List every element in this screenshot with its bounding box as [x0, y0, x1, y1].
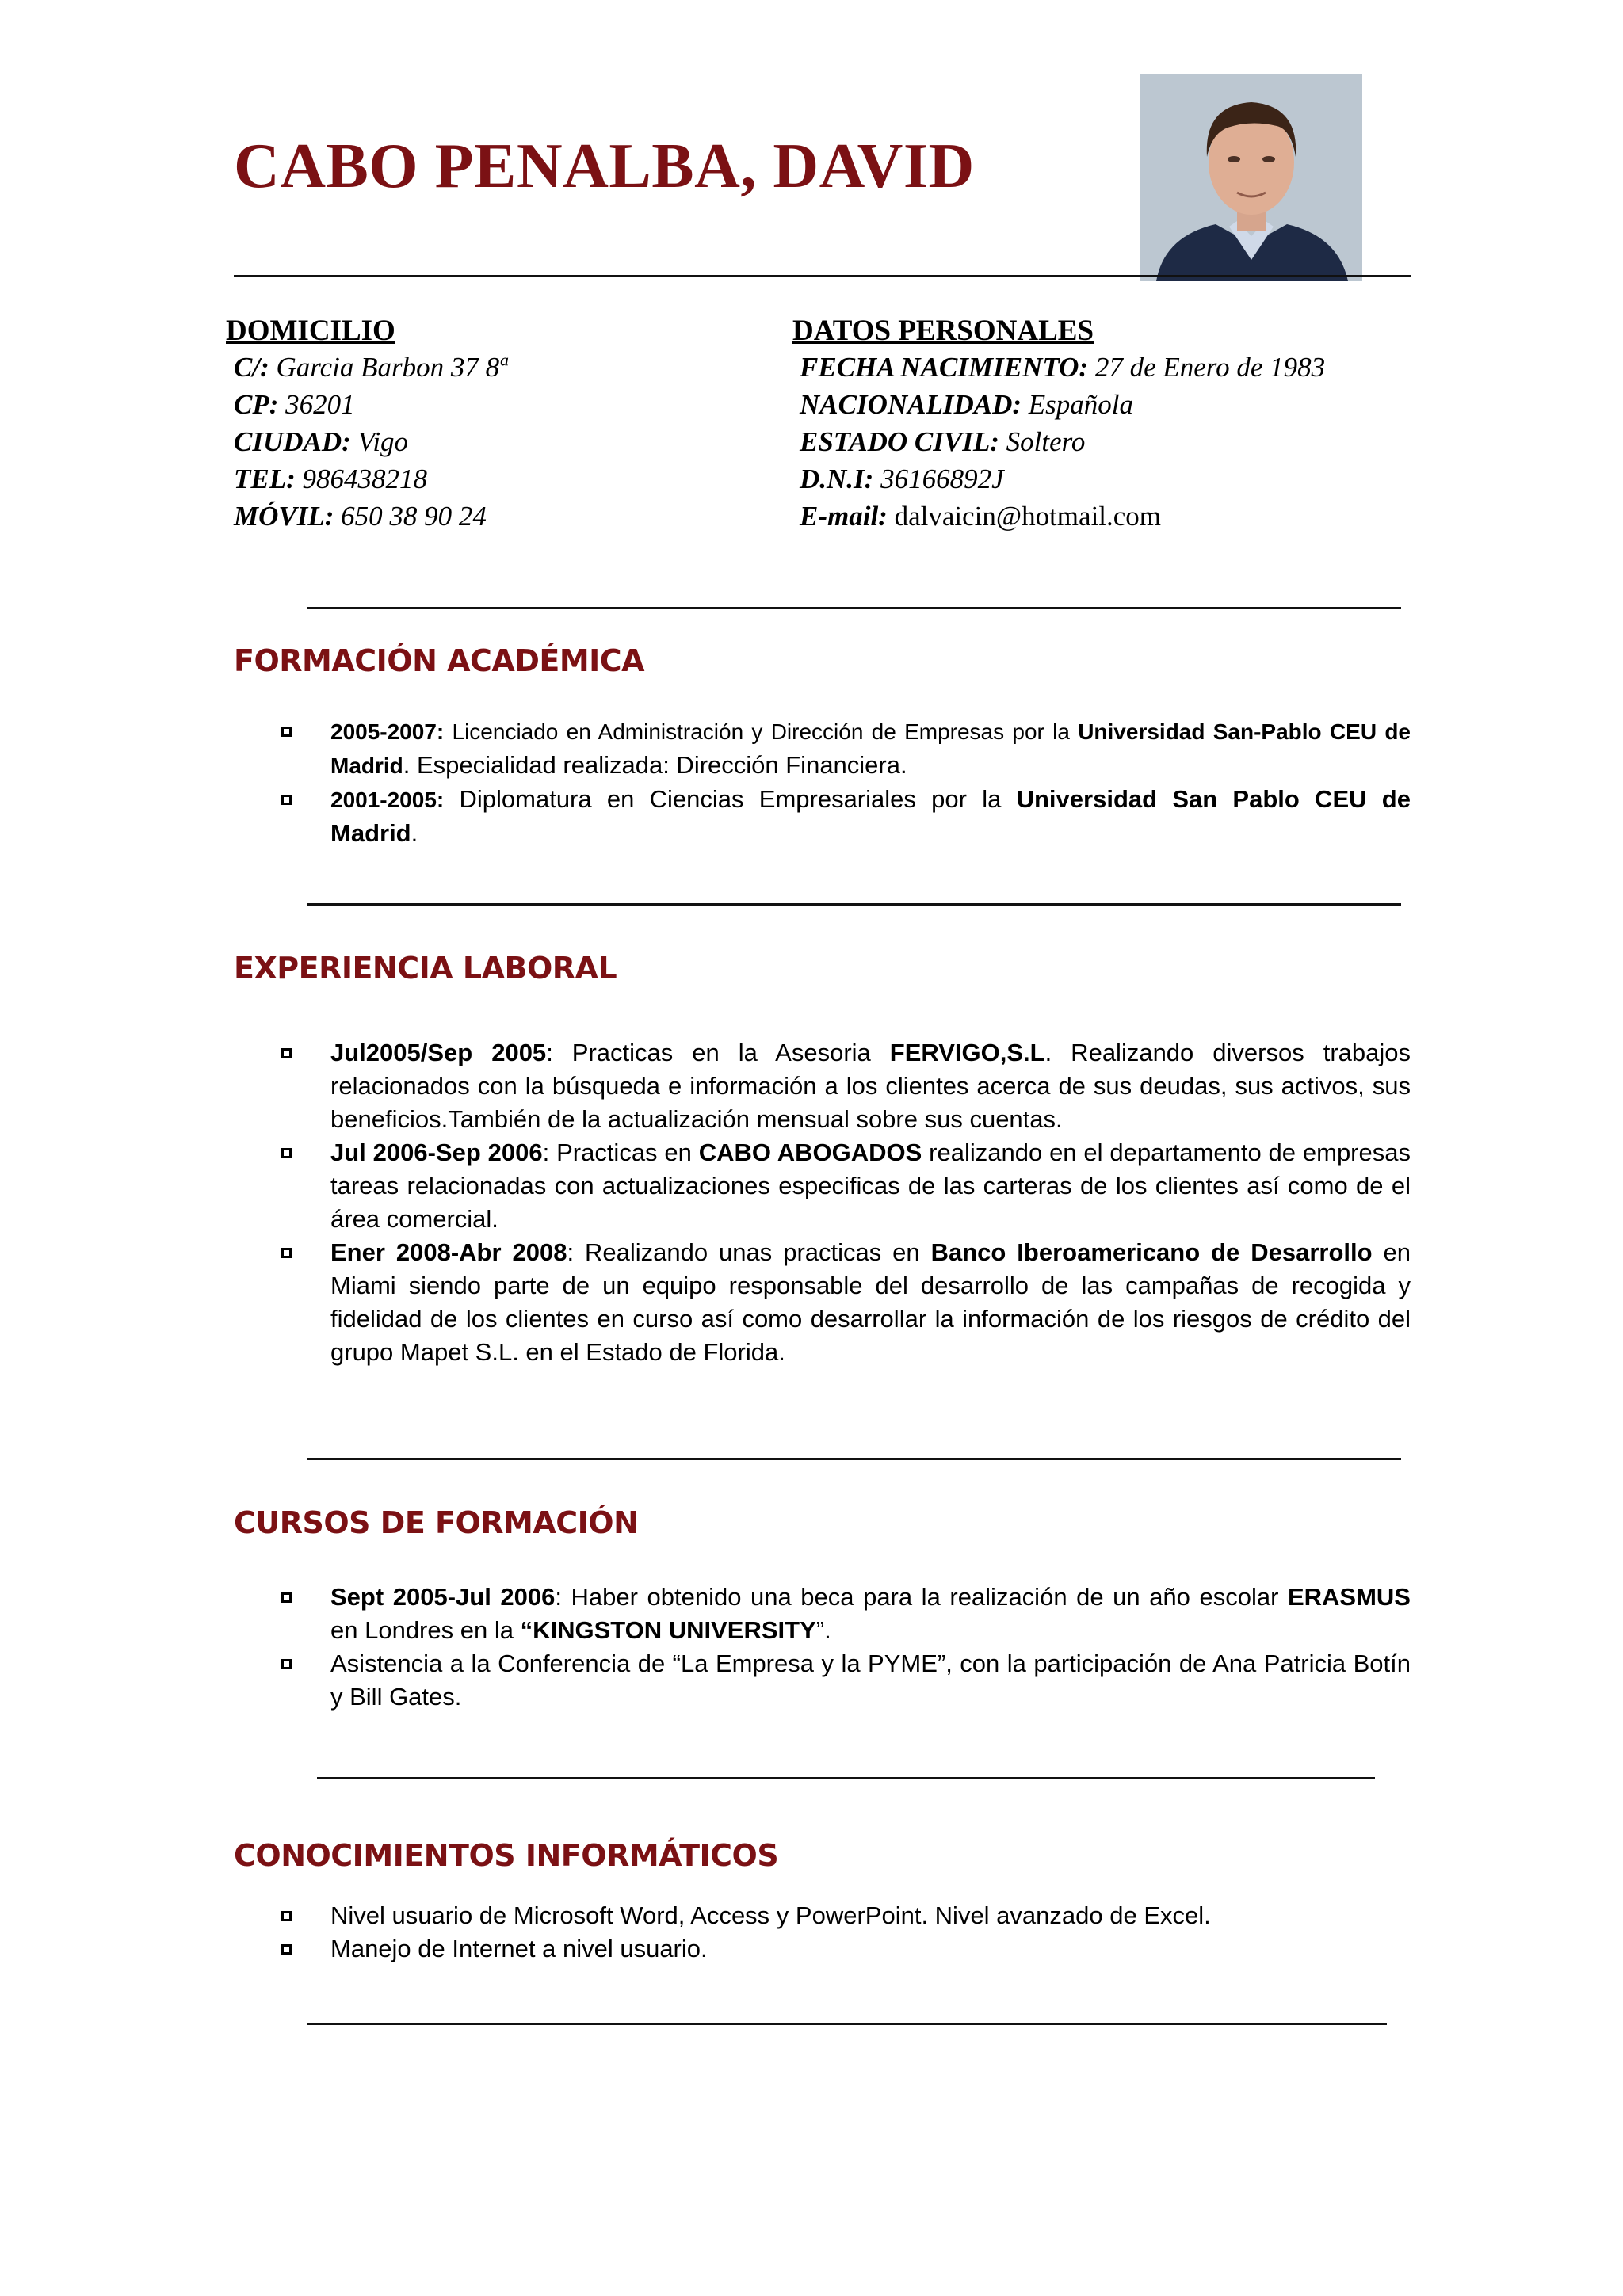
checkbox-bullet-icon — [281, 1248, 292, 1258]
item-text: . Especialidad realizada: Dirección Financiera. — [403, 751, 907, 779]
item-text: Asistencia a la Conferencia de “La Empresa y la PYME”, con la participación de Ana Patricia Botín y Bill Gates. — [330, 1650, 1411, 1711]
field-value: 27 de Enero de 1983 — [1094, 352, 1326, 383]
formacion-title: FORMACIÓN ACADÉMICA — [234, 643, 645, 678]
item-text: Licenciado en Administración y Dirección de Empresas por la — [444, 719, 1079, 744]
domicilio-row — [234, 423, 507, 460]
list-item — [281, 1236, 1411, 1369]
item-text: . — [411, 819, 418, 847]
section-divider — [307, 2023, 1387, 2025]
item-company: CABO ABOGADOS — [698, 1138, 922, 1166]
checkbox-bullet-icon — [281, 1048, 292, 1058]
item-date: Jul2005/Sep 2005 — [330, 1039, 547, 1066]
profile-photo — [1140, 74, 1362, 281]
checkbox-bullet-icon — [281, 1148, 292, 1158]
checkbox-bullet-icon — [281, 1944, 292, 1955]
field-value: Garcia Barbon 37 8ª — [276, 352, 507, 383]
item-institution: Universidad San-Pablo CEU de Madrid — [330, 719, 1411, 778]
section-divider — [317, 1777, 1375, 1779]
section-divider — [307, 1458, 1401, 1460]
section-divider — [307, 903, 1401, 906]
item-institution: Universidad San Pablo CEU de Madrid — [330, 785, 1411, 847]
field-label: CP: — [234, 389, 279, 420]
field-label: C/: — [234, 352, 269, 383]
email-link[interactable]: dalvaicin@hotmail.com — [894, 501, 1162, 532]
checkbox-bullet-icon — [281, 1592, 292, 1603]
item-text: : Practicas en la Asesoria — [546, 1039, 890, 1066]
personales-heading: DATOS PERSONALES — [792, 315, 1094, 347]
field-label: E-mail: — [800, 501, 888, 532]
field-value: 650 38 90 24 — [341, 501, 487, 532]
field-value: Española — [1028, 389, 1134, 420]
personales-row — [800, 423, 1325, 460]
item-date: 2005-2007: — [330, 719, 445, 744]
personales-list — [800, 349, 1325, 535]
item-company: FERVIGO,S.L — [889, 1039, 1045, 1066]
experiencia-title: EXPERIENCIA LABORAL — [234, 951, 617, 986]
cursos-title: CURSOS DE FORMACIÓN — [234, 1505, 639, 1540]
field-value: Soltero — [1006, 426, 1086, 457]
item-text: : Realizando unas practicas en — [567, 1238, 931, 1266]
item-date: Ener 2008-Abr 2008 — [330, 1238, 567, 1266]
domicilio-row — [234, 386, 507, 423]
item-company: Banco Iberoamericano de Desarrollo — [930, 1238, 1373, 1266]
informatica-title: CONOCIMIENTOS INFORMÁTICOS — [234, 1838, 779, 1873]
item-text: : Practicas en — [542, 1138, 699, 1166]
personales-row — [800, 386, 1325, 423]
domicilio-heading: DOMICILIO — [226, 315, 395, 347]
cursos-list — [281, 1581, 1411, 1714]
item-text: realizando en el departamento de empresas tareas relacionadas con actualizaciones especificas de las carteras de los clientes así como de el área comercial. — [330, 1138, 1411, 1233]
item-date: 2001-2005: — [330, 788, 445, 812]
checkbox-bullet-icon — [281, 1911, 292, 1921]
checkbox-bullet-icon — [281, 795, 292, 805]
item-text: . Realizando diversos trabajos relacionados con la búsqueda e información a los clientes acerca de sus deudas, sus activos, sus beneficios.También de la actualización mensual sobre sus cuentas. — [330, 1039, 1411, 1133]
personales-row — [800, 460, 1325, 498]
field-label: NACIONALIDAD: — [800, 389, 1022, 420]
item-program: ERASMUS — [1287, 1583, 1411, 1611]
domicilio-row — [234, 349, 507, 386]
list-item — [281, 1036, 1411, 1136]
candidate-name: CABO PENALBA, DAVID — [234, 132, 975, 201]
informatica-list — [281, 1899, 1411, 1966]
checkbox-bullet-icon — [281, 727, 292, 737]
list-item — [281, 715, 1411, 783]
item-date: Sept 2005-Jul 2006 — [330, 1583, 556, 1611]
field-label: CIUDAD: — [234, 426, 351, 457]
item-institution: “KINGSTON UNIVERSITY — [520, 1616, 816, 1644]
list-item — [281, 1581, 1411, 1647]
list-item — [281, 783, 1411, 850]
item-text: Nivel usuario de Microsoft Word, Access y PowerPoint. Nivel avanzado de Excel. — [330, 1901, 1211, 1929]
field-label: ESTADO CIVIL: — [800, 426, 999, 457]
list-item — [281, 1647, 1411, 1714]
domicilio-row — [234, 460, 507, 498]
list-item — [281, 1899, 1411, 1932]
domicilio-list — [234, 349, 507, 535]
field-value: 36166892J — [880, 463, 1004, 494]
field-label: MÓVIL: — [234, 501, 334, 532]
item-text: ”. — [815, 1616, 831, 1644]
field-value: 36201 — [285, 389, 355, 420]
portrait-image — [1140, 74, 1362, 281]
list-item — [281, 1136, 1411, 1236]
personales-row — [800, 498, 1325, 535]
list-item — [281, 1932, 1411, 1966]
field-label: D.N.I: — [800, 463, 874, 494]
field-label: FECHA NACIMIENTO: — [800, 352, 1089, 383]
section-divider — [307, 607, 1401, 609]
field-value: Vigo — [357, 426, 409, 457]
item-date: Jul 2006-Sep 2006 — [330, 1138, 543, 1166]
domicilio-row — [234, 498, 507, 535]
personales-row — [800, 349, 1325, 386]
item-text: Diplomatura en Ciencias Empresariales por la — [444, 785, 1017, 813]
item-text: en Londres en la — [330, 1616, 521, 1644]
checkbox-bullet-icon — [281, 1659, 292, 1669]
item-text: en Miami siendo parte de un equipo responsable del desarrollo de las campañas de recogida y fidelidad de los clientes en curso así como desarrollar la información de los riesgos de crédito del grupo Mapet S.L. en el Estado de Florida. — [330, 1238, 1411, 1366]
field-value: 986438218 — [302, 463, 428, 494]
item-text: Manejo de Internet a nivel usuario. — [330, 1935, 708, 1962]
item-text: : Haber obtenido una beca para la realización de un año escolar — [555, 1583, 1288, 1611]
field-label: TEL: — [234, 463, 296, 494]
formacion-list — [281, 715, 1411, 850]
header-divider — [234, 275, 1411, 277]
experiencia-list — [281, 1036, 1411, 1369]
